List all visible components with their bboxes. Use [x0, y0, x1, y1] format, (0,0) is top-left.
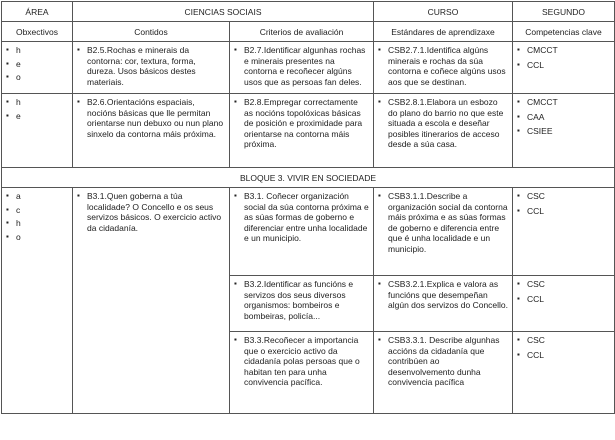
- objective-item: ▪ a: [6, 191, 68, 202]
- objective-item: ▪ e: [6, 59, 68, 70]
- header-row: [2, 2, 615, 22]
- competences-cell: [513, 94, 615, 168]
- col-objectives-header: Obxectivos: [2, 22, 73, 42]
- competence-item: ▪ CSIEE: [517, 126, 610, 137]
- standards-cell: [374, 94, 513, 168]
- standards-cell: [374, 332, 513, 414]
- table-row: [2, 188, 615, 276]
- objective-item: ▪ o: [6, 232, 68, 243]
- standards-text: ▪ CSB2.8.1.Elabora un esbozo do plano do barrio no que este situada a escola e deseñar posibles itinerarios de acceso desde a súa casa.: [378, 97, 508, 150]
- table-row: [2, 42, 615, 94]
- course-value: SEGUNDO: [513, 2, 615, 22]
- objective-item: ▪ h: [6, 218, 68, 229]
- competences-cell: [513, 332, 615, 414]
- competence-item: ▪ CMCCT: [517, 97, 610, 108]
- criteria-cell: [230, 188, 374, 276]
- criteria-text: ▪ B3.1. Coñecer organización social da súa contorna próxima e as súas formas de goberno e diferenciar entre unha localidade e un municipio.: [234, 191, 369, 244]
- standards-text: ▪ CSB3.2.1.Explica e valora as funcións que desempeñan algún dos servizos do Concello.: [378, 279, 508, 311]
- standards-text: ▪ CSB3.3.1. Describe algunhas accións da cidadanía que contribúen ao desenvolvemento dunha convivencia pacífica: [378, 335, 508, 388]
- objective-item: ▪ h: [6, 97, 68, 108]
- competence-item: ▪ CCL: [517, 350, 610, 361]
- content-cell: [73, 188, 230, 414]
- objectives-cell: [2, 188, 73, 414]
- competences-cell: [513, 276, 615, 332]
- standards-cell: [374, 188, 513, 276]
- criteria-cell: [230, 42, 374, 94]
- standards-text: ▪ CSB2.7.1.Identifica algúns minerais e rochas da súa contorna e coñece algúns usos aos que se destinan.: [378, 45, 508, 87]
- criteria-cell: [230, 276, 374, 332]
- competence-item: ▪ CSC: [517, 191, 610, 202]
- area-label: ÁREA: [2, 2, 73, 22]
- col-standards-header: Estándares de aprendizaxe: [374, 22, 513, 42]
- competence-item: ▪ CSC: [517, 279, 610, 290]
- objectives-cell: [2, 42, 73, 94]
- competences-cell: [513, 42, 615, 94]
- competence-item: ▪ CSC: [517, 335, 610, 346]
- competence-item: ▪ CAA: [517, 112, 610, 123]
- objective-item: ▪ h: [6, 45, 68, 56]
- objective-item: ▪ o: [6, 72, 68, 83]
- course-label: CURSO: [374, 2, 513, 22]
- competence-item: ▪ CMCCT: [517, 45, 610, 56]
- criteria-text: ▪ B3.2.Identificar as funcións e servizos dos seus diversos organismos: bombeiros e bombeiras, policía...: [234, 279, 369, 321]
- standards-cell: [374, 276, 513, 332]
- objective-item: ▪ e: [6, 111, 68, 122]
- competence-item: ▪ CCL: [517, 60, 610, 71]
- content-cell: [73, 94, 230, 168]
- criteria-cell: [230, 332, 374, 414]
- standards-cell: [374, 42, 513, 94]
- competence-item: ▪ CCL: [517, 206, 610, 217]
- competences-cell: [513, 188, 615, 276]
- col-content-header: Contidos: [73, 22, 230, 42]
- objectives-cell: [2, 94, 73, 168]
- criteria-text: ▪ B3.3.Recoñecer a importancia que o exercicio activo da cidadanía polas persoas que o habitan ten para unha convivencia pacífica.: [234, 335, 369, 388]
- content-text: ▪ B3.1.Quen goberna a túa localidade? O Concello e os seus servizos básicos. O exercicio activo da cidadanía.: [77, 191, 225, 233]
- column-header-row: [2, 22, 615, 42]
- objective-item: ▪ c: [6, 205, 68, 216]
- content-text: ▪ B2.6.Orientacións espaciais, nocións básicas que lle permitan orientarse nun debuxo ou nun plano sinxelo da contorna máis próxima.: [77, 97, 225, 139]
- block-title: BLOQUE 3. VIVIR EN SOCIEDADE: [2, 168, 615, 188]
- curriculum-table: [1, 1, 615, 414]
- content-cell: [73, 42, 230, 94]
- block-header-row: [2, 168, 615, 188]
- subject-title: CIENCIAS SOCIAIS: [73, 2, 374, 22]
- competence-item: ▪ CCL: [517, 294, 610, 305]
- criteria-text: ▪ B2.8.Empregar correctamente as nocións topolóxicas básicas de posición e proximidade para orientarse na contorna máis próxima.: [234, 97, 369, 150]
- table-row: [2, 94, 615, 168]
- criteria-cell: [230, 94, 374, 168]
- criteria-text: ▪ B2.7.Identificar algunhas rochas e minerais presentes na contorna e recoñecer algúns usos que as persoas fan deles.: [234, 45, 369, 87]
- content-text: ▪ B2.5.Rochas e minerais da contorna: cor, textura, forma, dureza. Usos básicos destes materiais.: [77, 45, 225, 87]
- col-criteria-header: Criterios de avaliación: [230, 22, 374, 42]
- standards-text: ▪ CSB3.1.1.Describe a organización social da contorna máis próxima e as súas formas de goberno e diferencia entre que é unha localidade e un municipio.: [378, 191, 508, 255]
- col-competences-header: Competencias clave: [513, 22, 615, 42]
